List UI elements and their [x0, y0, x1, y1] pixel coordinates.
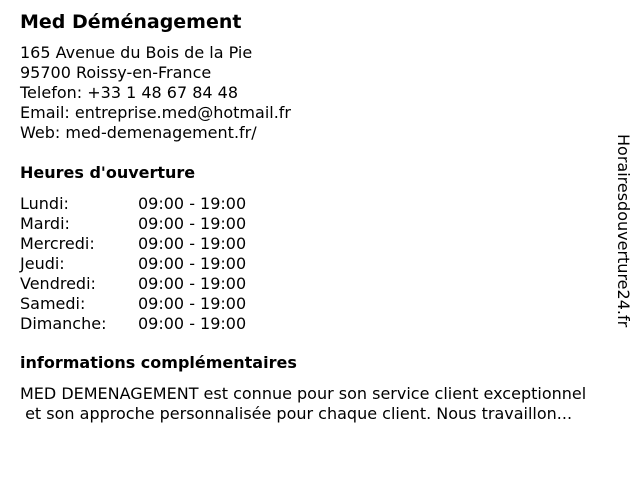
day-label: Mercredi: — [20, 234, 95, 253]
day-label: Dimanche: — [20, 314, 107, 333]
site-watermark: Horairesdouverture24.fr — [614, 134, 633, 328]
day-label: Lundi: — [20, 194, 69, 213]
opening-hours-heading: Heures d'ouverture — [20, 163, 196, 182]
time-value: 09:00 - 19:00 — [138, 254, 247, 273]
additional-info-heading: informations complémentaires — [20, 353, 297, 372]
email-line: Email: entreprise.med@hotmail.fr — [20, 103, 292, 122]
hours-row — [20, 274, 246, 294]
time-value: 09:00 - 19:00 — [138, 234, 247, 253]
contact-info — [20, 43, 291, 143]
time-value: 09:00 - 19:00 — [138, 274, 247, 293]
address-line-1: 165 Avenue du Bois de la Pie — [20, 43, 253, 62]
time-value: 09:00 - 19:00 — [138, 314, 247, 333]
hours-row — [20, 194, 246, 214]
time-value: 09:00 - 19:00 — [138, 294, 247, 313]
business-description — [20, 384, 635, 424]
day-label: Samedi: — [20, 294, 86, 313]
hours-row — [20, 314, 246, 334]
description-line-2: et son approche personnalisée pour chaque client. Nous travaillon... — [20, 404, 573, 423]
hours-row — [20, 254, 246, 274]
day-label: Mardi: — [20, 214, 70, 233]
web-line: Web: med-demenagement.fr/ — [20, 123, 257, 142]
phone-line: Telefon: +33 1 48 67 84 48 — [20, 83, 239, 102]
time-value: 09:00 - 19:00 — [138, 214, 247, 233]
description-line-1: MED DEMENAGEMENT est connue pour son service client exceptionnel — [20, 384, 587, 403]
day-label: Jeudi: — [20, 254, 65, 273]
hours-row — [20, 234, 246, 254]
address-line-2: 95700 Roissy-en-France — [20, 63, 212, 82]
hours-row — [20, 294, 246, 314]
day-label: Vendredi: — [20, 274, 96, 293]
time-value: 09:00 - 19:00 — [138, 194, 247, 213]
business-name: Med Déménagement — [20, 11, 242, 33]
hours-row — [20, 214, 246, 234]
opening-hours-table — [20, 194, 246, 334]
